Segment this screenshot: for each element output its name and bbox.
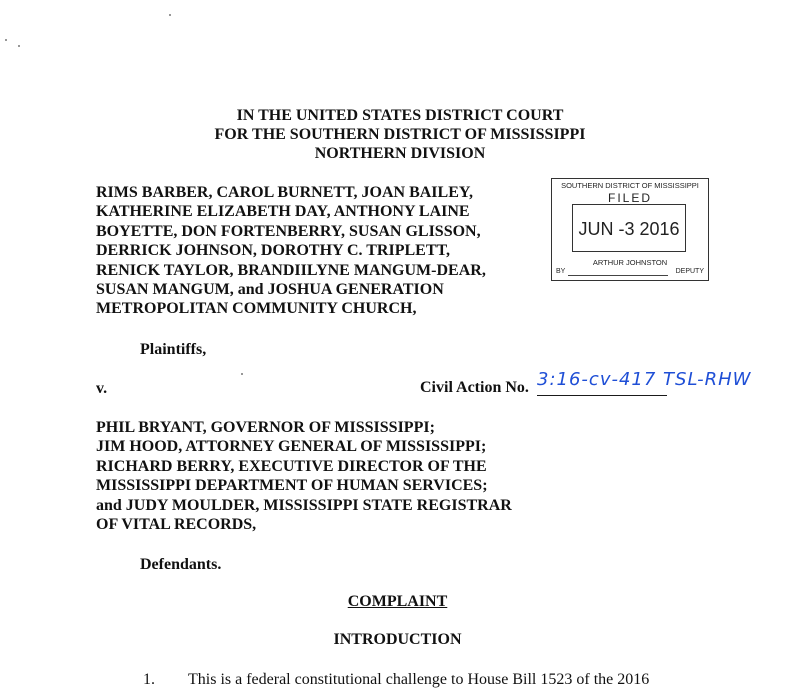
filed-stamp [551,178,709,281]
court-caption [0,106,800,163]
defendants-list [96,418,512,534]
plaintiff-line: BOYETTE, DON FORTENBERRY, SUSAN GLISSON, [96,222,481,240]
stamp-filed: FILED [607,191,652,205]
defendant-line: OF VITAL RECORDS, [96,516,257,534]
plaintiffs-list [96,183,486,319]
plaintiff-line: RENICK TAYLOR, BRANDIILYNE MANGUM-DEAR, [96,261,486,279]
complaint-heading-text: COMPLAINT [347,593,448,610]
defendant-line: JIM HOOD, ATTORNEY GENERAL OF MISSISSIPPI; [96,438,487,456]
plaintiff-line: METROPOLITAN COMMUNITY CHURCH, [96,300,417,318]
civil-action-number: 3:16-cv-417 TSL-RHW [537,369,667,396]
stamp-deputy: DEPUTY [675,268,704,275]
stamp-date: JUN -3 2016 [578,219,680,239]
plaintiff-line: RIMS BARBER, CAROL BURNETT, JOAN BAILEY, [96,184,473,201]
plaintiff-line: KATHERINE ELIZABETH DAY, ANTHONY LAINE [96,203,470,221]
plaintiff-line: SUSAN MANGUM, and JOSHUA GENERATION [96,281,444,299]
defendant-line: PHIL BRYANT, GOVERNOR OF MISSISSIPPI; [96,419,435,436]
defendants-label: Defendants. [140,556,222,573]
plaintiffs-label: Plaintiffs, [140,341,207,358]
stamp-by: BY [556,268,566,275]
plaintiff-line: DERRICK JOHNSON, DOROTHY C. TRIPLETT, [96,242,450,260]
paragraph-number: 1. [143,671,155,688]
defendant-line: RICHARD BERRY, EXECUTIVE DIRECTOR OF THE [96,457,487,475]
stamp-signature-line [568,275,668,276]
defendant-line: and JUDY MOULDER, MISSISSIPPI STATE REGISTRAR [96,496,512,514]
stamp-date-box [572,204,686,252]
scan-speck [241,373,243,375]
paragraph-text: This is a federal constitutional challenge to House Bill 1523 of the 2016 [188,671,650,688]
scan-speck [5,39,7,41]
court-line-3: NORTHERN DIVISION [314,145,486,162]
scan-speck [169,14,171,16]
complaint-heading [0,593,795,611]
stamp-clerk: ARTHUR JOHNSTON [592,258,668,267]
introduction-heading: INTRODUCTION [333,631,462,648]
court-line-2: FOR THE SOUTHERN DISTRICT OF MISSISSIPPI [214,126,586,143]
stamp-district: SOUTHERN DISTRICT OF MISSISSIPPI [561,181,699,190]
defendant-line: MISSISSIPPI DEPARTMENT OF HUMAN SERVICES; [96,477,488,495]
versus: v. [96,380,108,397]
court-line-1: IN THE UNITED STATES DISTRICT COURT [236,107,564,124]
civil-action-label: Civil Action No. [420,379,529,396]
scan-speck [18,45,20,47]
